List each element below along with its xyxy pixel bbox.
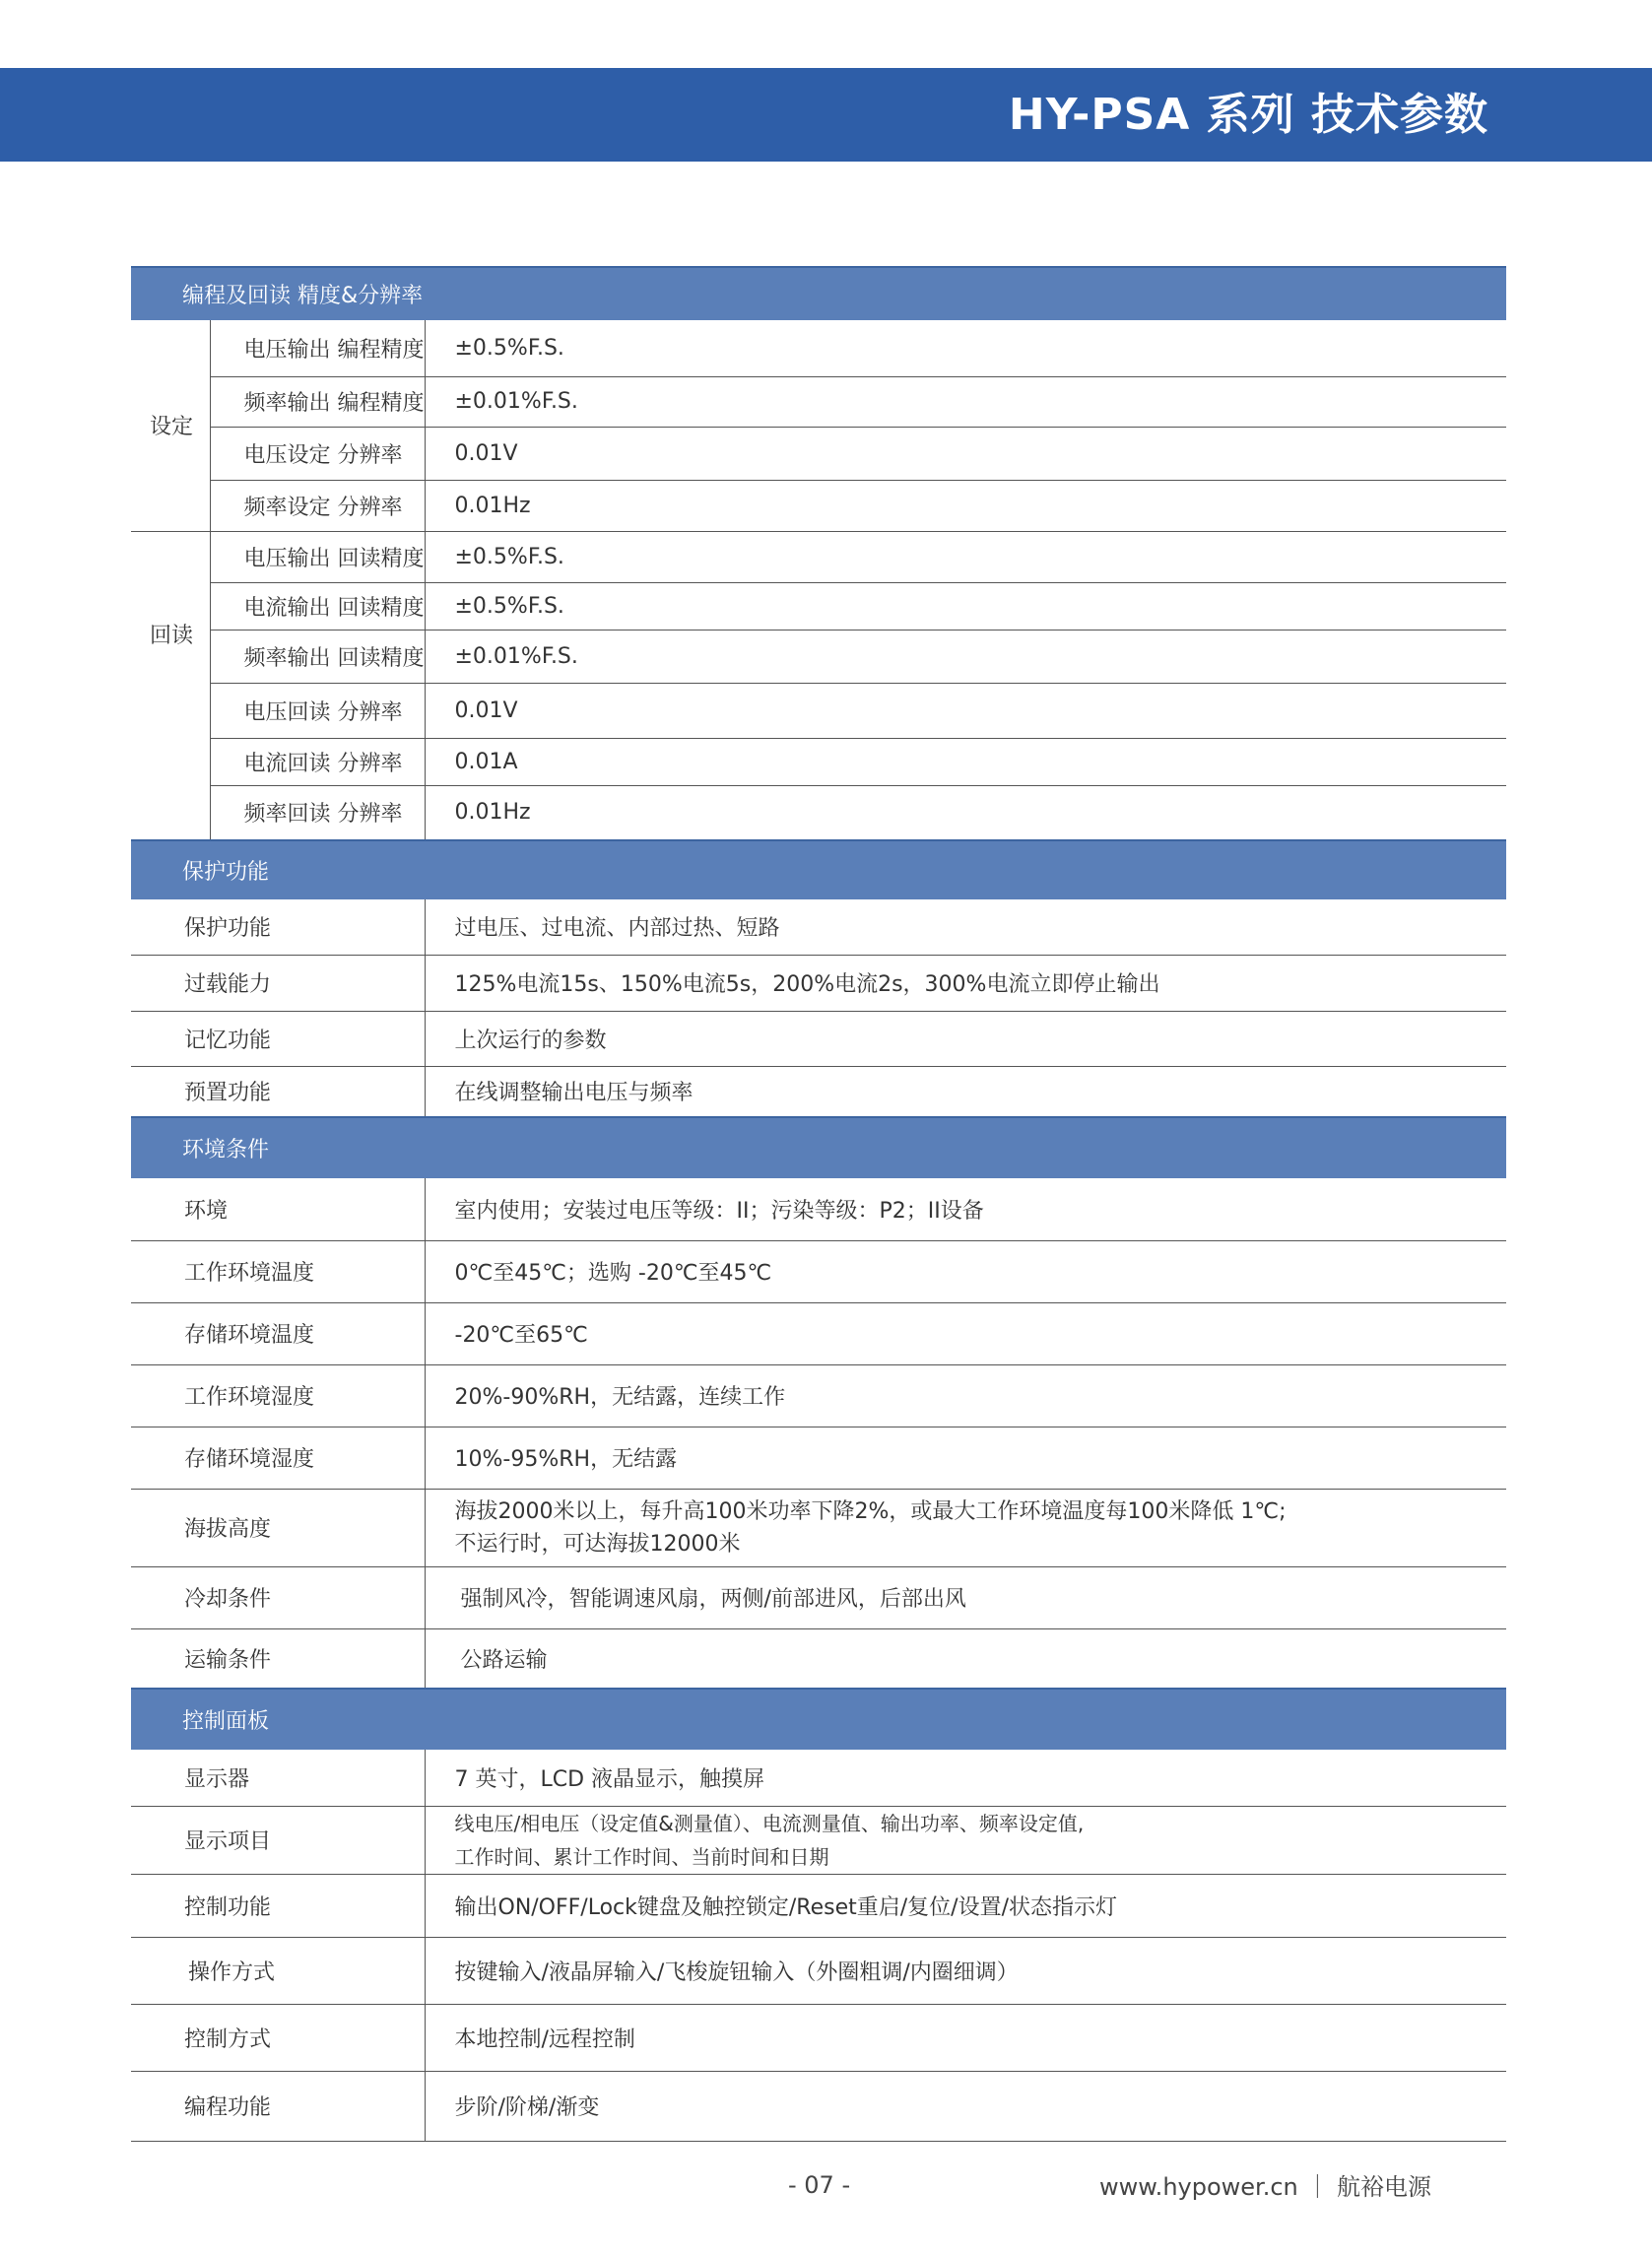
row-label: 控制功能 bbox=[131, 1874, 425, 1937]
section-title-accuracy: 编程及回读 精度&分辨率 bbox=[131, 267, 1506, 320]
row-value: 0.01V bbox=[425, 683, 1506, 738]
group-label-setting: 设定 bbox=[131, 320, 210, 531]
footer-site: www.hypower.cn ｜ 航裕电源 bbox=[1099, 2173, 1431, 2201]
table-row bbox=[131, 1011, 1506, 1066]
table-row bbox=[131, 955, 1506, 1011]
table-row bbox=[131, 582, 1506, 630]
row-label: 存储环境温度 bbox=[131, 1302, 425, 1364]
table-row bbox=[131, 2004, 1506, 2071]
row-value: 125%电流15s、150%电流5s，200%电流2s，300%电流立即停止输出 bbox=[425, 955, 1506, 1011]
row-value: 0℃至45℃；选购 -20℃至45℃ bbox=[425, 1240, 1506, 1302]
row-value: 本地控制/远程控制 bbox=[425, 2004, 1506, 2071]
table-row bbox=[131, 1489, 1506, 1566]
row-label: 频率回读 分辨率 bbox=[210, 785, 425, 840]
row-label: 显示器 bbox=[131, 1750, 425, 1806]
table-row bbox=[131, 1178, 1506, 1240]
page-title: HY-PSA 系列 技术参数 bbox=[1008, 90, 1488, 140]
row-label: 预置功能 bbox=[131, 1066, 425, 1117]
table-row bbox=[131, 1066, 1506, 1117]
section-header bbox=[131, 267, 1506, 320]
row-value: -20℃至65℃ bbox=[425, 1302, 1506, 1364]
row-value: 0.01Hz bbox=[425, 480, 1506, 531]
row-value: 7 英寸，LCD 液晶显示，触摸屏 bbox=[425, 1750, 1506, 1806]
row-label: 海拔高度 bbox=[131, 1489, 425, 1566]
row-value: 0.01Hz bbox=[454, 800, 531, 826]
row-label: 过载能力 bbox=[131, 955, 425, 1011]
row-value: ±0.5%F.S. bbox=[425, 531, 1506, 582]
spec-table bbox=[131, 266, 1506, 2142]
row-label: 环境 bbox=[131, 1178, 425, 1240]
table-row bbox=[131, 1937, 1506, 2004]
row-label: 电压设定 分辨率 bbox=[210, 427, 425, 480]
table-row bbox=[131, 2071, 1506, 2141]
group-label-readback: 回读 bbox=[131, 531, 210, 840]
row-label: 电流回读 分辨率 bbox=[210, 738, 425, 785]
row-value: 20%-90%RH，无结露，连续工作 bbox=[425, 1364, 1506, 1427]
row-label: 电压回读 分辨率 bbox=[210, 683, 425, 738]
section-header bbox=[131, 1117, 1506, 1178]
row-value: 步阶/阶梯/渐变 bbox=[425, 2071, 1506, 2141]
row-value-line: 不运行时，可达海拔12000米 bbox=[454, 1531, 741, 1557]
row-value: 过电压、过电流、内部过热、短路 bbox=[425, 899, 1506, 955]
row-label: 存储环境湿度 bbox=[131, 1427, 425, 1489]
row-value: 室内使用；安装过电压等级：II；污染等级：P2；II设备 bbox=[425, 1178, 1506, 1240]
table-row bbox=[131, 320, 1506, 376]
table-row bbox=[131, 1806, 1506, 1874]
row-value: 0.01V bbox=[425, 427, 1506, 480]
row-value-line: 线电压/相电压（设定值&测量值）、电流测量值、输出功率、频率设定值, bbox=[454, 1811, 1085, 1835]
table-row bbox=[131, 376, 1506, 427]
row-value: 在线调整输出电压与频率 bbox=[454, 1081, 694, 1106]
row-value: 按键输入/液晶屏输入/飞梭旋钮输入（外圈粗调/内圈细调） bbox=[425, 1937, 1506, 2004]
row-value: ±0.5%F.S. bbox=[425, 320, 1506, 376]
section-header bbox=[131, 840, 1506, 899]
row-label: 保护功能 bbox=[131, 899, 425, 955]
row-label: 电压输出 回读精度 bbox=[210, 531, 425, 582]
row-value bbox=[425, 1806, 1506, 1874]
row-value: 强制风冷，智能调速风扇，两侧/前部进风，后部出风 bbox=[425, 1566, 1506, 1628]
table-row bbox=[131, 1750, 1506, 1806]
row-label: 电压输出 编程精度 bbox=[210, 320, 425, 376]
section-title-protection: 保护功能 bbox=[131, 840, 1506, 899]
table-row bbox=[131, 1566, 1506, 1628]
row-value-line: 工作时间、累计工作时间、当前时间和日期 bbox=[454, 1844, 829, 1869]
table-row bbox=[131, 1427, 1506, 1489]
table-row bbox=[131, 683, 1506, 738]
table-row bbox=[131, 427, 1506, 480]
table-row bbox=[131, 1302, 1506, 1364]
row-label: 频率输出 编程精度 bbox=[210, 376, 425, 427]
row-label: 运输条件 bbox=[131, 1628, 425, 1689]
row-label: 冷却条件 bbox=[131, 1566, 425, 1628]
table-row bbox=[131, 480, 1506, 531]
table-row bbox=[131, 630, 1506, 683]
table-row bbox=[131, 1240, 1506, 1302]
section-title-environment: 环境条件 bbox=[131, 1117, 1506, 1178]
table-row bbox=[131, 1874, 1506, 1937]
row-value: ±0.01%F.S. bbox=[425, 376, 1506, 427]
table-row bbox=[131, 785, 1506, 840]
row-label: 电流输出 回读精度 bbox=[210, 582, 425, 630]
row-value: 公路运输 bbox=[460, 1647, 548, 1673]
page-number: - 07 - bbox=[788, 2171, 851, 2199]
row-label: 工作环境温度 bbox=[131, 1240, 425, 1302]
row-value bbox=[425, 1489, 1506, 1566]
row-value: ±0.5%F.S. bbox=[425, 582, 1506, 630]
row-label: 频率设定 分辨率 bbox=[210, 480, 425, 531]
table-row bbox=[131, 531, 1506, 582]
row-label: 工作环境湿度 bbox=[131, 1364, 425, 1427]
row-value: 0.01A bbox=[425, 738, 1506, 785]
row-label: 控制方式 bbox=[131, 2004, 425, 2071]
row-label: 操作方式 bbox=[131, 1937, 425, 2004]
row-value: 上次运行的参数 bbox=[425, 1011, 1506, 1066]
row-label: 频率输出 回读精度 bbox=[210, 630, 425, 683]
table-row bbox=[131, 1628, 1506, 1689]
row-label: 编程功能 bbox=[131, 2071, 425, 2141]
table-row bbox=[131, 738, 1506, 785]
row-label: 显示项目 bbox=[131, 1806, 425, 1874]
section-header bbox=[131, 1689, 1506, 1750]
row-value: ±0.01%F.S. bbox=[425, 630, 1506, 683]
table-row bbox=[131, 1364, 1506, 1427]
section-title-panel: 控制面板 bbox=[131, 1689, 1506, 1750]
row-value: 10%-95%RH，无结露 bbox=[425, 1427, 1506, 1489]
table-row bbox=[131, 899, 1506, 955]
row-label: 记忆功能 bbox=[131, 1011, 425, 1066]
row-value: 输出ON/OFF/Lock键盘及触控锁定/Reset重启/复位/设置/状态指示灯 bbox=[425, 1874, 1506, 1937]
row-value-line: 海拔2000米以上，每升高100米功率下降2%，或最大工作环境温度每100米降低 1℃; bbox=[454, 1498, 1287, 1524]
header-bar bbox=[0, 68, 1652, 162]
